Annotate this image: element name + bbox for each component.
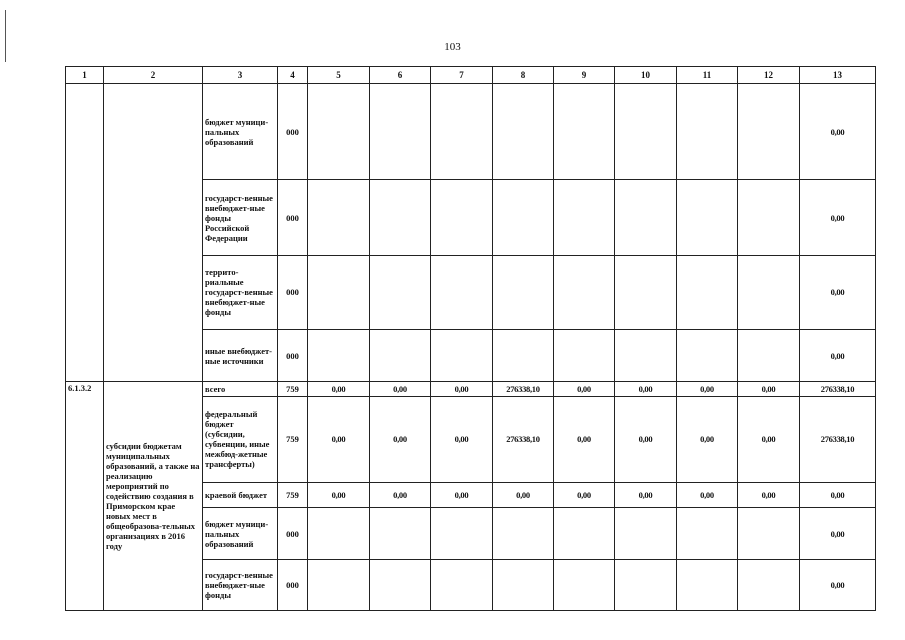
code-cell: 000 bbox=[278, 84, 308, 180]
total-cell: 276338,10 bbox=[800, 382, 876, 396]
budget-table bbox=[65, 66, 876, 611]
value-cell: 0,00 bbox=[554, 482, 615, 507]
value-cell: 0,00 bbox=[677, 382, 738, 396]
header-cell: 12 bbox=[738, 67, 800, 84]
value-cell: 0,00 bbox=[615, 482, 677, 507]
value-cell: 0,00 bbox=[370, 396, 431, 482]
value-cell: 0,00 bbox=[677, 482, 738, 507]
value-cell: 0,00 bbox=[431, 396, 493, 482]
item-description: субсидии бюджетам муниципальных образований, а также на реализацию мероприятий по содействию создания в Приморском крае новых мест в общеобразова-тельных организациях в 2016 году bbox=[104, 382, 203, 611]
total-cell: 0,00 bbox=[800, 256, 876, 330]
value-cell: 0,00 bbox=[615, 396, 677, 482]
value-cell: 0,00 bbox=[677, 396, 738, 482]
value-cell: 0,00 bbox=[370, 482, 431, 507]
item-number: 6.1.3.2 bbox=[66, 382, 104, 611]
value-cell: 0,00 bbox=[738, 396, 800, 482]
value-cell: 276338,10 bbox=[493, 382, 554, 396]
funding-source: федеральный бюджет (субсидии, субвенции, иные межбюд-жетные трансферты) bbox=[203, 396, 278, 482]
total-cell: 0,00 bbox=[800, 560, 876, 611]
header-cell: 6 bbox=[370, 67, 431, 84]
header-cell: 1 bbox=[66, 67, 104, 84]
funding-source: бюджет муници-пальных образований bbox=[203, 84, 278, 180]
header-cell: 3 bbox=[203, 67, 278, 84]
total-cell: 0,00 bbox=[800, 507, 876, 560]
header-cell: 2 bbox=[104, 67, 203, 84]
header-cell: 8 bbox=[493, 67, 554, 84]
header-cell: 7 bbox=[431, 67, 493, 84]
value-cell: 0,00 bbox=[738, 382, 800, 396]
margin-mark bbox=[5, 10, 6, 62]
code-cell: 000 bbox=[278, 256, 308, 330]
code-cell: 000 bbox=[278, 329, 308, 382]
code-cell: 000 bbox=[278, 180, 308, 256]
funding-source: всего bbox=[203, 382, 278, 396]
total-cell: 276338,10 bbox=[800, 396, 876, 482]
value-cell: 0,00 bbox=[308, 482, 370, 507]
total-cell: 0,00 bbox=[800, 482, 876, 507]
funding-source: террито-риальные государст-венные внебюджет-ные фонды bbox=[203, 256, 278, 330]
funding-source: краевой бюджет bbox=[203, 482, 278, 507]
funding-source: государст-венные внебюджет-ные фонды bbox=[203, 560, 278, 611]
funding-source: бюджет муници-пальных образований bbox=[203, 507, 278, 560]
value-cell: 0,00 bbox=[554, 396, 615, 482]
value-cell: 0,00 bbox=[431, 382, 493, 396]
value-cell: 0,00 bbox=[308, 382, 370, 396]
total-cell: 0,00 bbox=[800, 84, 876, 180]
header-row bbox=[66, 67, 876, 84]
code-cell: 000 bbox=[278, 560, 308, 611]
value-cell: 0,00 bbox=[370, 382, 431, 396]
value-cell: 0,00 bbox=[615, 382, 677, 396]
code-cell: 000 bbox=[278, 507, 308, 560]
page-number: 103 bbox=[444, 41, 461, 53]
header-cell: 4 bbox=[278, 67, 308, 84]
value-cell: 0,00 bbox=[738, 482, 800, 507]
header-cell: 13 bbox=[800, 67, 876, 84]
header-cell: 9 bbox=[554, 67, 615, 84]
value-cell: 0,00 bbox=[493, 482, 554, 507]
code-cell: 759 bbox=[278, 396, 308, 482]
code-cell: 759 bbox=[278, 482, 308, 507]
value-cell: 0,00 bbox=[431, 482, 493, 507]
table-row bbox=[66, 84, 876, 180]
value-cell: 0,00 bbox=[308, 396, 370, 482]
value-cell: 276338,10 bbox=[493, 396, 554, 482]
total-cell: 0,00 bbox=[800, 329, 876, 382]
total-cell: 0,00 bbox=[800, 180, 876, 256]
code-cell: 759 bbox=[278, 382, 308, 396]
header-cell: 11 bbox=[677, 67, 738, 84]
item-description-cell bbox=[104, 84, 203, 382]
value-cell: 0,00 bbox=[554, 382, 615, 396]
header-cell: 5 bbox=[308, 67, 370, 84]
funding-source: иные внебюджет-ные источники bbox=[203, 329, 278, 382]
funding-source: государст-венные внебюджет-ные фонды Российской Федерации bbox=[203, 180, 278, 256]
item-number-cell bbox=[66, 84, 104, 382]
header-cell: 10 bbox=[615, 67, 677, 84]
table-row bbox=[66, 382, 876, 396]
